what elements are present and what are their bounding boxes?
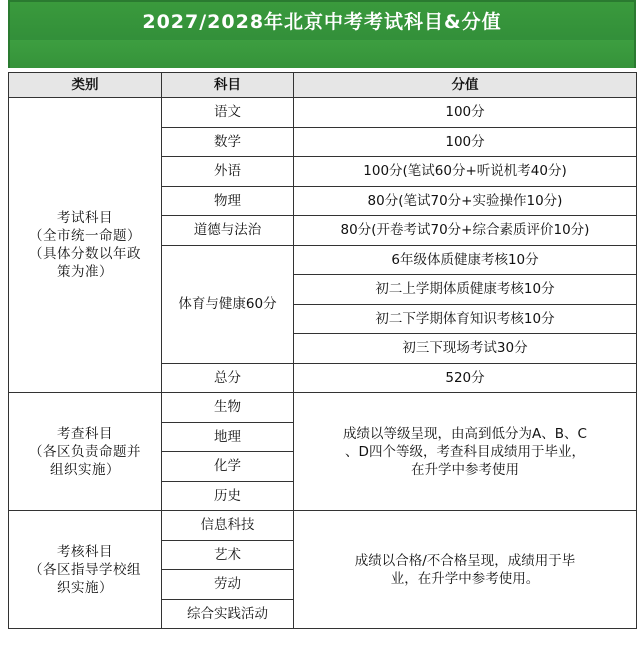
note-line: 成绩以合格/不合格呈现，成绩用于毕 (354, 552, 576, 569)
subject-cell-pe: 体育与健康60分 (162, 245, 294, 363)
subject-cell: 外语 (162, 157, 294, 187)
subject-cell: 信息科技 (162, 511, 294, 541)
category-review (9, 393, 162, 511)
subject-cell: 数学 (162, 127, 294, 157)
note-line: 成绩以等级呈现，由高到低分为A、B、C (343, 425, 587, 442)
score-cell: 100分 (294, 98, 637, 128)
category-exam (9, 98, 162, 393)
header-category: 类别 (9, 73, 162, 98)
header-subject: 科目 (162, 73, 294, 98)
header-row (9, 73, 637, 98)
category-line: （具体分数以年政 (29, 246, 141, 262)
subjects-table (8, 72, 637, 629)
category-line: 考核科目 (57, 543, 113, 560)
score-cell: 100分(笔试60分+听说机考40分) (294, 157, 637, 187)
category-line: （各区负责命题并 (29, 443, 141, 460)
category-line: 考试科目 (57, 210, 113, 226)
score-cell-total: 520分 (294, 363, 637, 393)
subject-cell: 生物 (162, 393, 294, 423)
title-banner-lower-strip (10, 40, 634, 68)
category-line: （全市统一命题） (29, 228, 141, 244)
subject-cell: 综合实践活动 (162, 599, 294, 629)
note-line: 在升学中参考使用 (411, 461, 519, 478)
score-cell: 100分 (294, 127, 637, 157)
category-assessment (9, 511, 162, 629)
table-row (9, 511, 637, 541)
subject-cell: 化学 (162, 452, 294, 482)
score-cell: 初二下学期体育知识考核10分 (294, 304, 637, 334)
subject-cell: 艺术 (162, 540, 294, 570)
category-line: 考查科目 (57, 425, 113, 442)
subject-cell: 历史 (162, 481, 294, 511)
subject-cell: 道德与法治 (162, 216, 294, 246)
subject-cell: 地理 (162, 422, 294, 452)
subject-cell: 物理 (162, 186, 294, 216)
title-banner (8, 0, 636, 68)
score-cell: 6年级体质健康考核10分 (294, 245, 637, 275)
subject-cell: 劳动 (162, 570, 294, 600)
header-score: 分值 (294, 73, 637, 98)
grading-note-review (294, 393, 637, 511)
table-row (9, 393, 637, 423)
subject-cell-total: 总分 (162, 363, 294, 393)
score-cell: 80分(笔试70分+实验操作10分) (294, 186, 637, 216)
category-line: 组织实施） (50, 461, 120, 478)
category-line: 策为准） (57, 264, 113, 280)
category-line: （各区指导学校组 (29, 561, 141, 578)
score-cell: 80分(开卷考试70分+综合素质评价10分) (294, 216, 637, 246)
table-row (9, 98, 637, 128)
category-line: 织实施） (57, 579, 113, 596)
score-cell: 初二上学期体质健康考核10分 (294, 275, 637, 305)
subject-cell: 语文 (162, 98, 294, 128)
page-title: 2027/2028年北京中考考试科目&分值 (142, 11, 502, 33)
note-line: 业，在升学中参考使用。 (390, 570, 540, 587)
grading-note-assessment (294, 511, 637, 629)
note-line: 、D四个等级，考查科目成绩用于毕业， (345, 443, 585, 460)
score-cell: 初三下现场考试30分 (294, 334, 637, 364)
